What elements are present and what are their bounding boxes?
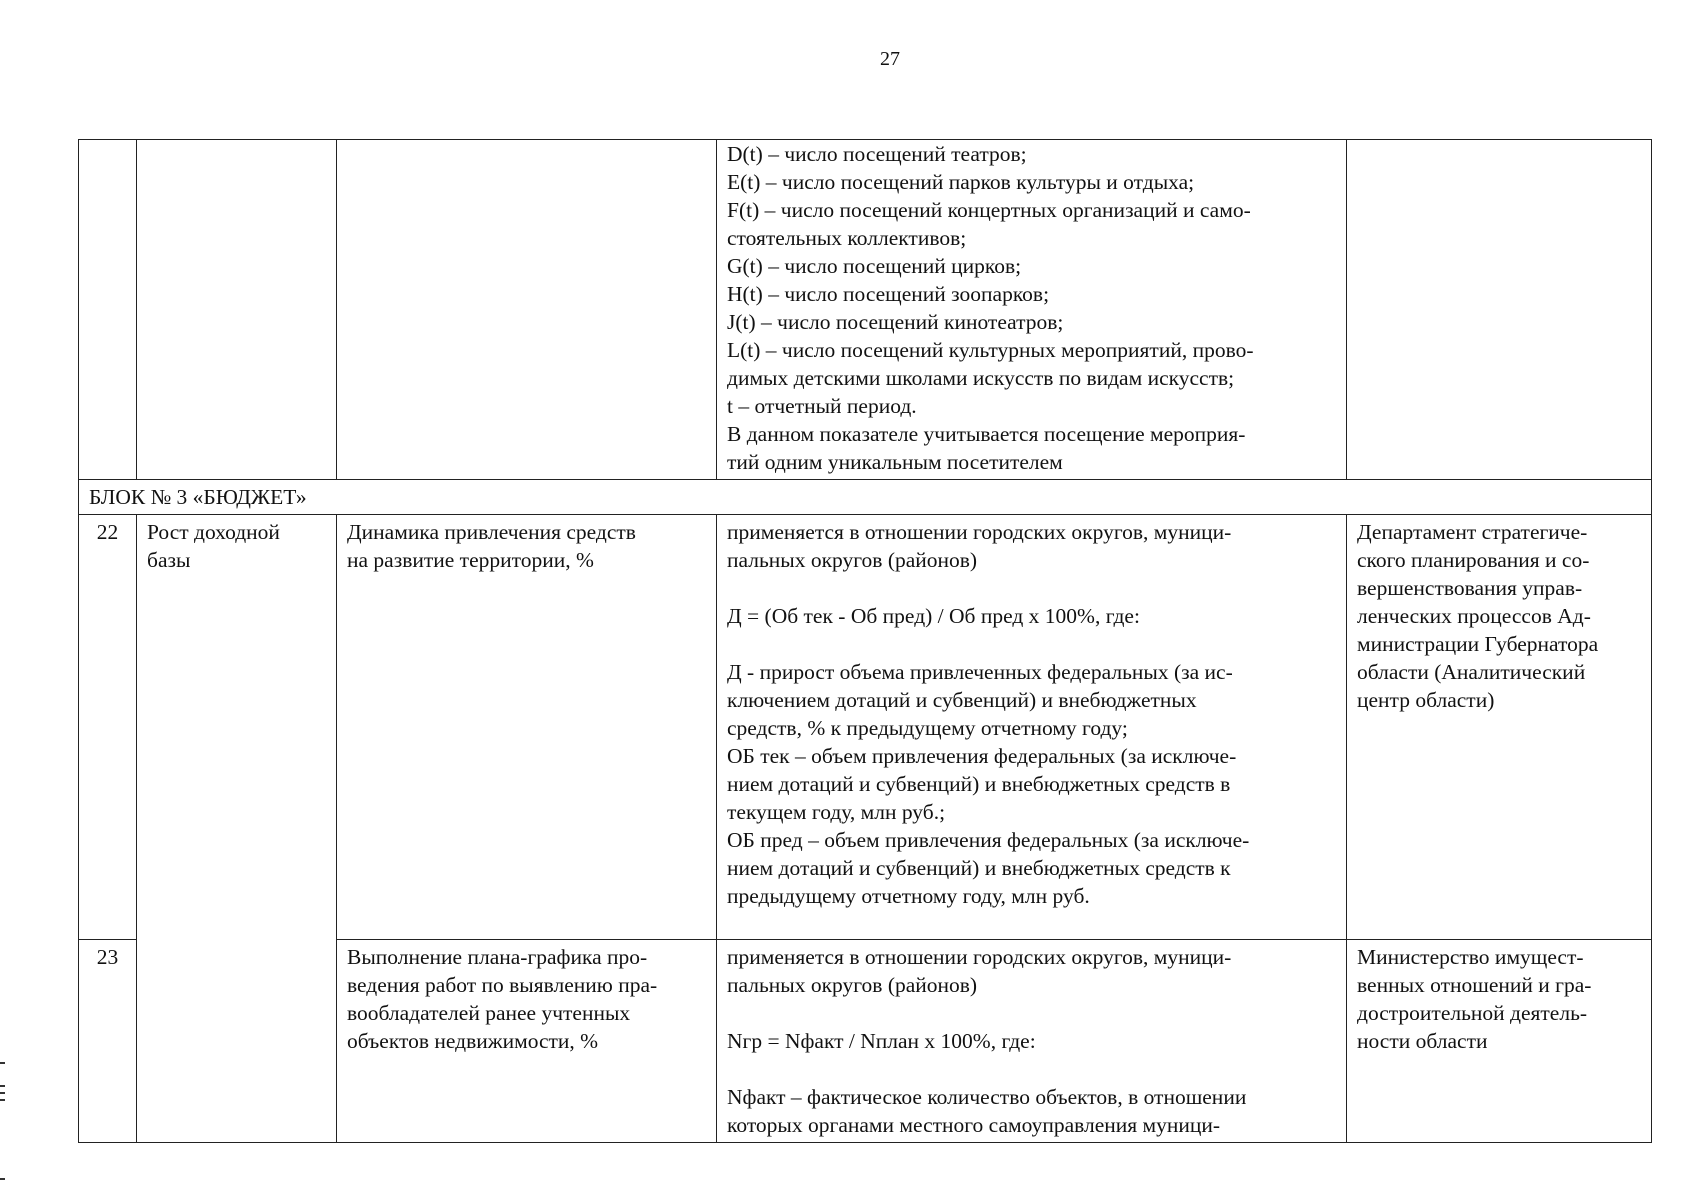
continuation-row <box>79 140 1652 480</box>
responsible-line: венных отношений и гра- <box>1357 973 1592 997</box>
indicators-table <box>78 139 1652 1143</box>
method-line: пальных округов (районов) <box>727 973 978 997</box>
method-line: F(t) – число посещений концертных организаций и само- <box>727 198 1251 222</box>
responsible-line: области (Аналитический <box>1357 660 1586 684</box>
block-title-row <box>79 480 1652 515</box>
responsible-line: ленческих процессов Ад- <box>1357 604 1591 628</box>
responsible-line: ности области <box>1357 1029 1488 1053</box>
indicator-line: Выполнение плана-графика про- <box>347 945 648 969</box>
block-title: БЛОК № 3 «БЮДЖЕТ» <box>79 480 1652 515</box>
responsible-line: Департамент стратегиче- <box>1357 520 1588 544</box>
scan-edge-mark <box>0 1062 5 1064</box>
indicator-line: на развитие территории, % <box>347 548 594 572</box>
method-line: применяется в отношении городских округов, муници- <box>727 945 1232 969</box>
method-line: E(t) – число посещений парков культуры и отдыха; <box>727 170 1195 194</box>
responsible-cell <box>1347 140 1652 480</box>
definition-line: ОБ тек – объем привлечения федеральных (за исключе- <box>727 744 1237 768</box>
number-cell <box>79 140 137 480</box>
responsible-line: Министерство имущест- <box>1357 945 1584 969</box>
indicator-cell <box>337 515 717 940</box>
responsible-line: ского планирования и со- <box>1357 548 1590 572</box>
method-cell <box>717 140 1347 480</box>
definition-line: ключением дотаций и субвенций) и внебюджетных <box>727 688 1197 712</box>
definition-line: средств, % к предыдущему отчетному году; <box>727 716 1128 740</box>
category-cell <box>137 140 337 480</box>
scan-edge-mark <box>0 1092 5 1094</box>
row-number: 22 <box>79 515 137 940</box>
formula: Nгр = Nфакт / Nплан х 100%, где: <box>727 1029 1036 1053</box>
definition-line: текущем году, млн руб.; <box>727 800 946 824</box>
page-number: 27 <box>880 48 900 70</box>
definition-line: нием дотаций и субвенций) и внебюджетных средств в <box>727 772 1231 796</box>
responsible-cell <box>1347 940 1652 1143</box>
definition-line: предыдущему отчетному году, млн руб. <box>727 884 1090 908</box>
responsible-line: вершенствования управ- <box>1357 576 1583 600</box>
category-line: базы <box>147 548 191 572</box>
indicator-line: Динамика привлечения средств <box>347 520 636 544</box>
definition-line: Д - прирост объема привлеченных федеральных (за ис- <box>727 660 1233 684</box>
row-number: 23 <box>79 940 137 1143</box>
table-row-22 <box>79 515 1652 940</box>
responsible-line: достроительной деятель- <box>1357 1001 1588 1025</box>
method-line: димых детскими школами искусств по видам искусств; <box>727 366 1235 390</box>
method-line: L(t) – число посещений культурных мероприятий, прово- <box>727 338 1254 362</box>
definition-line: нием дотаций и субвенций) и внебюджетных средств к <box>727 856 1231 880</box>
scan-edge-mark <box>0 1085 5 1087</box>
definition-line: Nфакт – фактическое количество объектов, в отношении <box>727 1085 1247 1109</box>
scan-edge-mark <box>0 1099 5 1101</box>
definition-line: ОБ пред – объем привлечения федеральных (за исключе- <box>727 828 1250 852</box>
definition-line: которых органами местного самоуправления муници- <box>727 1113 1221 1137</box>
formula: Д = (Об тек - Об пред) / Об пред х 100%, где: <box>727 604 1140 628</box>
category-line: Рост доходной <box>147 520 280 544</box>
method-line: J(t) – число посещений кинотеатров; <box>727 310 1064 334</box>
method-cell <box>717 515 1347 940</box>
method-line: В данном показателе учитывается посещение мероприя- <box>727 422 1246 446</box>
indicator-cell <box>337 140 717 480</box>
indicator-line: вообладателей ранее учтенных <box>347 1001 631 1025</box>
responsible-line: министрации Губернатора <box>1357 632 1599 656</box>
method-line: стоятельных коллективов; <box>727 226 967 250</box>
method-cell <box>717 940 1347 1143</box>
indicator-line: объектов недвижимости, % <box>347 1029 599 1053</box>
scan-edge-mark <box>0 1178 5 1180</box>
method-line: t – отчетный период. <box>727 394 917 418</box>
responsible-cell <box>1347 515 1652 940</box>
method-line: применяется в отношении городских округов, муници- <box>727 520 1232 544</box>
method-line: пальных округов (районов) <box>727 548 978 572</box>
responsible-line: центр области) <box>1357 688 1495 712</box>
method-line: тий одним уникальным посетителем <box>727 450 1063 474</box>
indicator-cell <box>337 940 717 1143</box>
category-cell <box>137 515 337 1143</box>
method-line: D(t) – число посещений театров; <box>727 142 1027 166</box>
method-line: G(t) – число посещений цирков; <box>727 254 1022 278</box>
method-line: H(t) – число посещений зоопарков; <box>727 282 1050 306</box>
indicator-line: ведения работ по выявлению пра- <box>347 973 658 997</box>
